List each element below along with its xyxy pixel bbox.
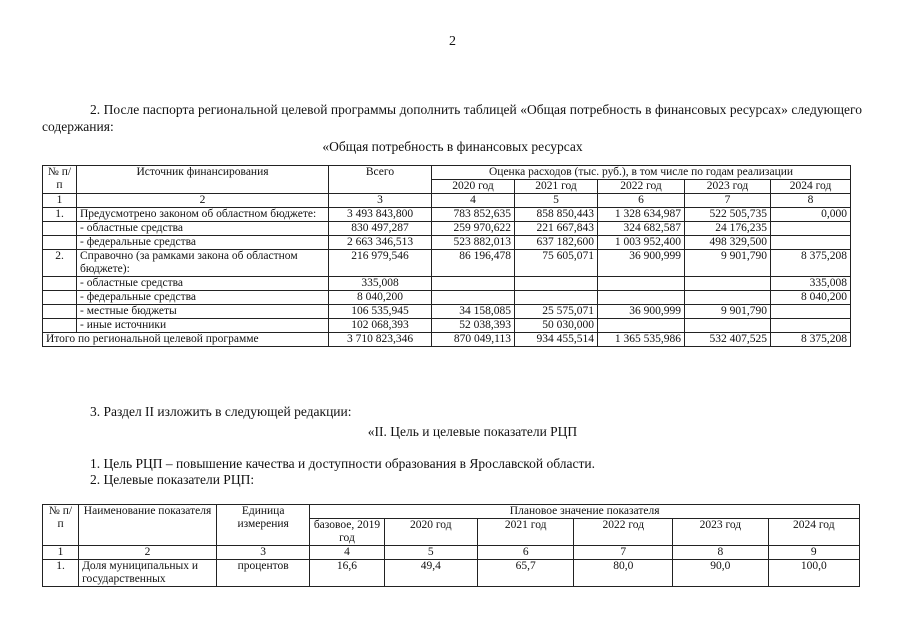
- row-num: [43, 291, 77, 305]
- row-num: [43, 222, 77, 236]
- row-2023: [685, 319, 771, 333]
- ind-row-num: 1.: [43, 560, 79, 587]
- row-2023: 9 901,790: [685, 250, 771, 277]
- col-number: 3: [329, 194, 432, 208]
- row-2021: 637 182,600: [515, 236, 598, 250]
- row-total: 106 535,945: [329, 305, 432, 319]
- table-row: [43, 277, 851, 291]
- row-2020: 523 882,013: [432, 236, 515, 250]
- col-number: 1: [43, 194, 77, 208]
- row-2022: [598, 319, 685, 333]
- row-label: - федеральные средства: [77, 291, 329, 305]
- col-number: 6: [477, 546, 574, 560]
- row-2023: 522 505,735: [685, 208, 771, 222]
- row-label: - областные средства: [77, 277, 329, 291]
- row-label: Предусмотрено законом об областном бюджете:: [77, 208, 329, 222]
- header-year-2023: 2023 год: [685, 180, 771, 194]
- row-2022: [598, 277, 685, 291]
- row-2024: 8 375,208: [771, 250, 851, 277]
- row-2021: [515, 291, 598, 305]
- header-total: Всего: [329, 166, 432, 194]
- row-2022: [598, 291, 685, 305]
- row-2022: 1 328 634,987: [598, 208, 685, 222]
- row-2024: 0,000: [771, 208, 851, 222]
- indicators-table: [42, 504, 860, 587]
- row-2021: 50 030,000: [515, 319, 598, 333]
- ind-row-unit: процентов: [216, 560, 309, 587]
- row-2023: [685, 277, 771, 291]
- total-label: Итого по региональной целевой программе: [43, 333, 329, 347]
- row-2024: [771, 305, 851, 319]
- ind-header-unit: Единица измерения: [216, 505, 309, 546]
- col-number: 2: [79, 546, 217, 560]
- table-row: [43, 208, 851, 222]
- row-2022: 324 682,587: [598, 222, 685, 236]
- col-number: 5: [384, 546, 477, 560]
- col-number: 3: [216, 546, 309, 560]
- row-label: - местные бюджеты: [77, 305, 329, 319]
- row-total: 830 497,287: [329, 222, 432, 236]
- row-2021: 221 667,843: [515, 222, 598, 236]
- row-2024: 8 040,200: [771, 291, 851, 305]
- header-estimate: Оценка расходов (тыс. руб.), в том числе по годам реализации: [432, 166, 851, 180]
- row-2023: [685, 291, 771, 305]
- ind-header-2024: 2024 год: [768, 519, 859, 546]
- financing-table: [42, 165, 851, 347]
- row-num: [43, 277, 77, 291]
- ind-header-base: базовое, 2019 год: [310, 519, 384, 546]
- header-year-2020: 2020 год: [432, 180, 515, 194]
- total-2022: 1 365 535,986: [598, 333, 685, 347]
- page-number: 2: [449, 34, 456, 49]
- table-row: [43, 291, 851, 305]
- row-total: 335,008: [329, 277, 432, 291]
- ind-row-2020: 49,4: [384, 560, 477, 587]
- table-row: [43, 319, 851, 333]
- col-number: 1: [43, 546, 79, 560]
- row-2023: 24 176,235: [685, 222, 771, 236]
- row-2021: 25 575,071: [515, 305, 598, 319]
- row-2024: [771, 222, 851, 236]
- goal-line: 1. Цель РЦП – повышение качества и доступности образования в Ярославской области.: [90, 456, 595, 471]
- ind-header-2020: 2020 год: [384, 519, 477, 546]
- ind-row-2021: 65,7: [477, 560, 574, 587]
- table1-title: «Общая потребность в финансовых ресурсах: [322, 139, 583, 154]
- header-year-2022: 2022 год: [598, 180, 685, 194]
- row-label: Справочно (за рамками закона об областном бюджете):: [77, 250, 329, 277]
- row-2021: [515, 277, 598, 291]
- total-2023: 532 407,525: [685, 333, 771, 347]
- col-number: 4: [310, 546, 384, 560]
- row-total: 216 979,546: [329, 250, 432, 277]
- table-row: [43, 305, 851, 319]
- section3-line: 3. Раздел II изложить в следующей редакции:: [90, 404, 352, 419]
- row-2022: 36 900,999: [598, 305, 685, 319]
- col-number: 4: [432, 194, 515, 208]
- ind-row-2023: 90,0: [673, 560, 768, 587]
- row-num: [43, 319, 77, 333]
- header-year-2024: 2024 год: [771, 180, 851, 194]
- row-num: 2.: [43, 250, 77, 277]
- col-number: 2: [77, 194, 329, 208]
- ind-row-base: 16,6: [310, 560, 384, 587]
- total-value: 3 710 823,346: [329, 333, 432, 347]
- row-num: [43, 236, 77, 250]
- col-number: 5: [515, 194, 598, 208]
- intro-paragraph: 2. После паспорта региональной целевой программы дополнить таблицей «Общая потребность в финансовых ресурсах» следующего содержания:: [42, 102, 862, 134]
- ind-header-num: № п/п: [43, 505, 79, 546]
- col-number: 8: [771, 194, 851, 208]
- targets-line: 2. Целевые показатели РЦП:: [90, 472, 255, 487]
- column-number-row: [43, 194, 851, 208]
- ind-header-2022: 2022 год: [574, 519, 673, 546]
- row-total: 3 493 843,800: [329, 208, 432, 222]
- row-label: - федеральные средства: [77, 236, 329, 250]
- table-row: [43, 560, 860, 587]
- row-2021: 75 605,071: [515, 250, 598, 277]
- row-2020: 259 970,622: [432, 222, 515, 236]
- ind-row-2022: 80,0: [574, 560, 673, 587]
- row-num: [43, 305, 77, 319]
- ind-header-2021: 2021 год: [477, 519, 574, 546]
- header-num: № п/п: [43, 166, 77, 194]
- ind-header-2023: 2023 год: [673, 519, 768, 546]
- col-number: 9: [768, 546, 859, 560]
- row-2021: 858 850,443: [515, 208, 598, 222]
- row-2020: 34 158,085: [432, 305, 515, 319]
- row-num: 1.: [43, 208, 77, 222]
- row-2023: 9 901,790: [685, 305, 771, 319]
- col-number: 6: [598, 194, 685, 208]
- total-row: [43, 333, 851, 347]
- ind-header-name: Наименование показателя: [79, 505, 217, 546]
- table-row: [43, 222, 851, 236]
- col-number: 7: [574, 546, 673, 560]
- row-2020: [432, 277, 515, 291]
- row-2024: [771, 319, 851, 333]
- row-2024: 335,008: [771, 277, 851, 291]
- row-total: 2 663 346,513: [329, 236, 432, 250]
- row-total: 8 040,200: [329, 291, 432, 305]
- row-2024: [771, 236, 851, 250]
- section3-title: «II. Цель и целевые показатели РЦП: [367, 424, 578, 439]
- row-2020: 86 196,478: [432, 250, 515, 277]
- row-2020: 52 038,393: [432, 319, 515, 333]
- col-number: 8: [673, 546, 768, 560]
- row-2023: 498 329,500: [685, 236, 771, 250]
- row-label: - областные средства: [77, 222, 329, 236]
- table-row: [43, 236, 851, 250]
- ind-row-name: Доля муниципальных и государственных: [79, 560, 217, 587]
- header-source: Источник финансирования: [77, 166, 329, 194]
- header-year-2021: 2021 год: [515, 180, 598, 194]
- total-2024: 8 375,208: [771, 333, 851, 347]
- ind-column-number-row: [43, 546, 860, 560]
- row-label: - иные источники: [77, 319, 329, 333]
- row-total: 102 068,393: [329, 319, 432, 333]
- table-row: [43, 250, 851, 277]
- ind-row-2024: 100,0: [768, 560, 859, 587]
- total-2020: 870 049,113: [432, 333, 515, 347]
- row-2020: 783 852,635: [432, 208, 515, 222]
- row-2022: 1 003 952,400: [598, 236, 685, 250]
- row-2020: [432, 291, 515, 305]
- row-2022: 36 900,999: [598, 250, 685, 277]
- ind-header-planned: Плановое значение показателя: [310, 505, 860, 519]
- col-number: 7: [685, 194, 771, 208]
- total-2021: 934 455,514: [515, 333, 598, 347]
